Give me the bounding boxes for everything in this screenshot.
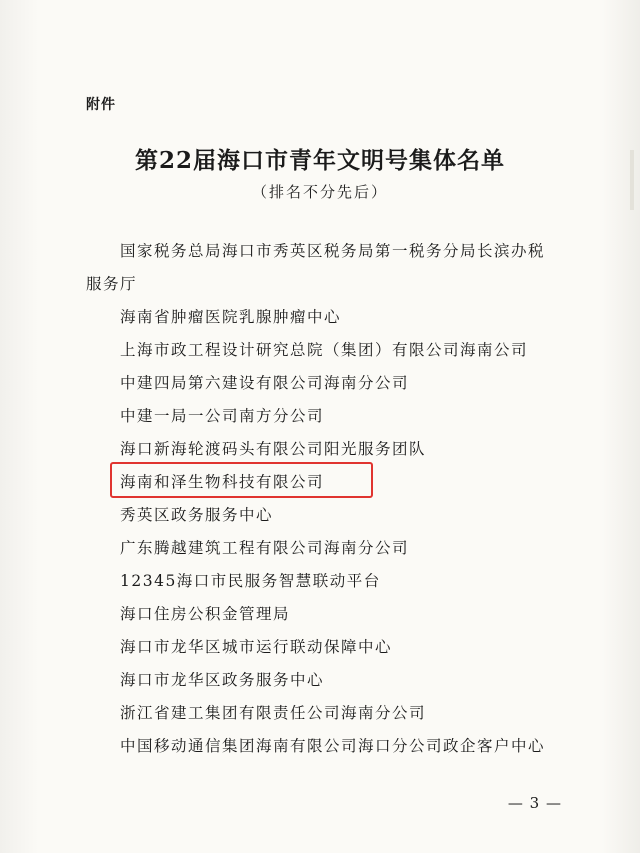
document-subtitle: （排名不分先后）	[251, 183, 388, 201]
list-item: 秀英区政务服务中心	[120, 506, 274, 524]
highlight-box	[110, 462, 373, 498]
list-item: 海口住房公积金管理局	[120, 605, 291, 623]
list-item: 上海市政工程设计研究总院（集团）有限公司海南公司	[120, 341, 529, 359]
list-item: 海口市龙华区政务服务中心	[120, 671, 325, 689]
page-number: — 3 —	[507, 794, 562, 812]
list-item: 海南省肿瘤医院乳腺肿瘤中心	[120, 308, 342, 326]
attachment-label: 附件	[86, 97, 116, 113]
list-item: 中建一局一公司南方分公司	[120, 407, 325, 425]
document-title: 第22届海口市青年文明号集体名单	[134, 147, 505, 174]
list-item: 广东腾越建筑工程有限公司海南分公司	[120, 539, 410, 557]
list-item: 中国移动通信集团海南有限公司海口分公司政企客户中心	[120, 737, 546, 755]
entry-list	[86, 235, 556, 763]
list-item: 国家税务总局海口市秀英区税务局第一税务分局长滨办税服务厅	[86, 242, 546, 293]
list-item-highlighted: 海南和泽生物科技有限公司	[120, 473, 325, 491]
list-item: 12345海口市民服务智慧联动平台	[120, 572, 381, 590]
list-item: 浙江省建工集团有限责任公司海南分公司	[120, 704, 427, 722]
list-item: 中建四局第六建设有限公司海南分公司	[120, 374, 410, 392]
list-item: 海口市龙华区城市运行联动保障中心	[120, 638, 393, 656]
list-item: 海口新海轮渡码头有限公司阳光服务团队	[120, 440, 427, 458]
